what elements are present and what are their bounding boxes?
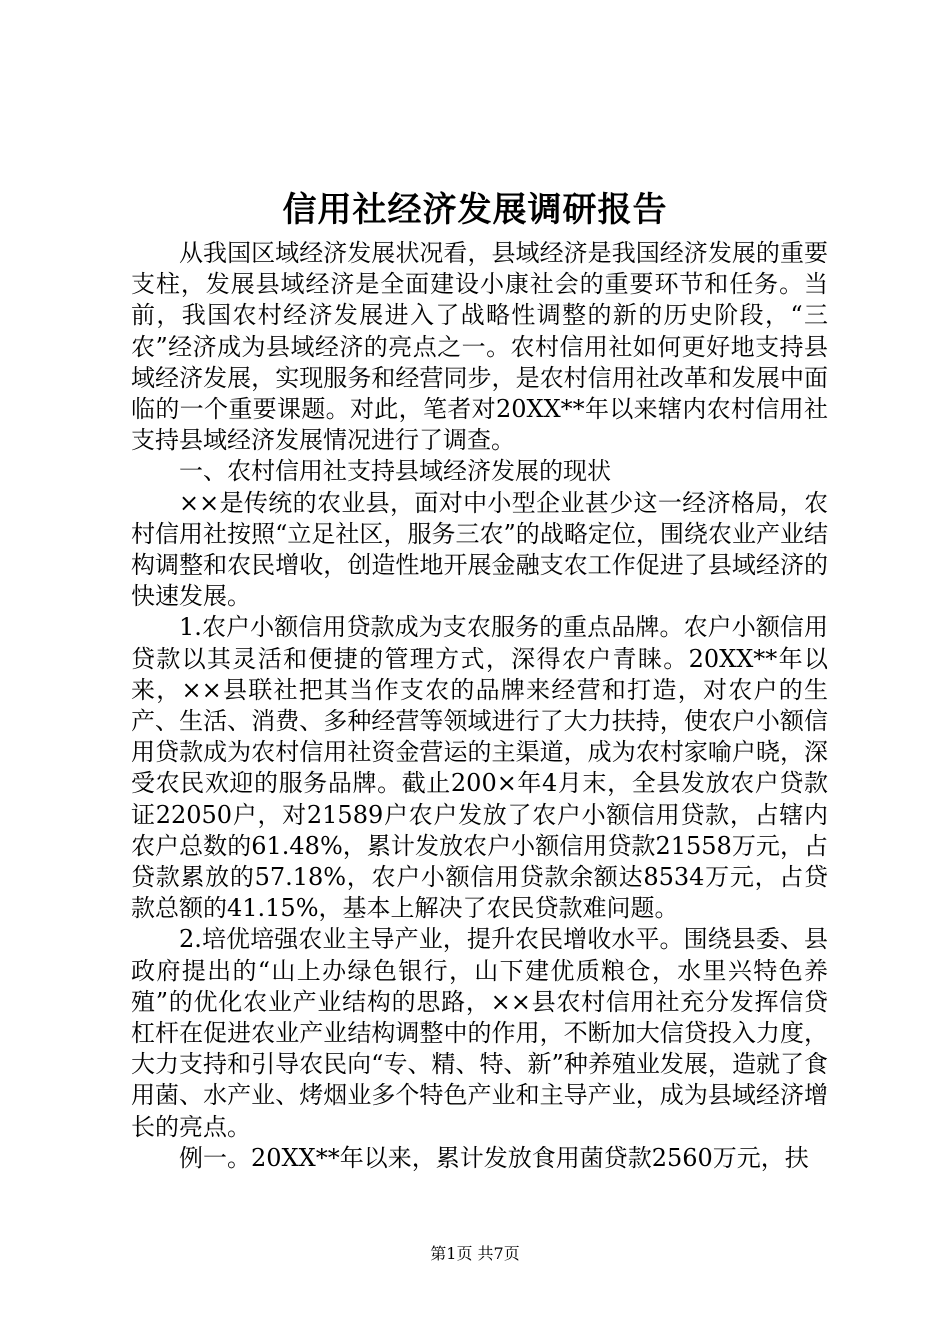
paragraph-industry-support: 2.培优培强农业主导产业，提升农民增收水平。围绕县委、县政府提出的“山上办绿色银行，山下建优质粮仓，水里兴特色养殖”的优化农业产业结构的思路，××县农村信用社充分发挥信贷杠杆在促进农业产业结构调整中的作用，不断加大信贷投入力度，大力支持和引导农民向“专、精、特、新”种养殖业发展，造就了食用菌、水产业、烤烟业多个特色产业和主导产业，成为县域经济增长的亮点。	[131, 925, 828, 1141]
paragraph-microcredit: 1.农户小额信用贷款成为支农服务的重点品牌。农户小额信用贷款以其灵活和便捷的管理方式，深得农户青睐。20XX**年以来，××县联社把其当作支农的品牌来经营和打造，对农户的生产、生活、消费、多种经营等领域进行了大力扶持，使农户小额信用贷款成为农村信用社资金营运的主渠道，成为农村家喻户晓，深受农民欢迎的服务品牌。截止200×年4月末，全县发放农户贷款证22050户，对21589户农户发放了农户小额信用贷款，占辖内农户总数的61.48%，累计发放农户小额信用贷款21558万元，占贷款累放的57.18%，农户小额信用贷款余额达8534万元，占贷款总额的41.15%，基本上解决了农民贷款难问题。	[131, 613, 828, 923]
paragraph-example-one: 例一。20XX**年以来，累计发放食用菌贷款2560万元，扶	[179, 1143, 809, 1172]
section-heading-status: 一、农村信用社支持县域经济发展的现状	[179, 457, 611, 486]
paragraph-county-overview: ××是传统的农业县，面对中小型企业甚少这一经济格局，农村信用社按照“立足社区，服务三农”的战略定位，围绕农业产业结构调整和农民增收，创造性地开展金融支农工作促进了县域经济的快速发展。	[131, 488, 828, 611]
document-body	[131, 238, 828, 1174]
page-title: 信用社经济发展调研报告	[282, 190, 668, 230]
page-number-footer: 第1页 共7页	[430, 1244, 520, 1263]
paragraph-intro: 从我国区域经济发展状况看，县域经济是我国经济发展的重要支柱，发展县域经济是全面建设小康社会的重要环节和任务。当前，我国农村经济发展进入了战略性调整的新的历史阶段，“三农”经济成为县域经济的亮点之一。农村信用社如何更好地支持县域经济发展，实现服务和经营同步，是农村信用社改革和发展中面临的一个重要课题。对此，笔者对20XX**年以来辖内农村信用社支持县域经济发展情况进行了调查。	[131, 239, 828, 455]
